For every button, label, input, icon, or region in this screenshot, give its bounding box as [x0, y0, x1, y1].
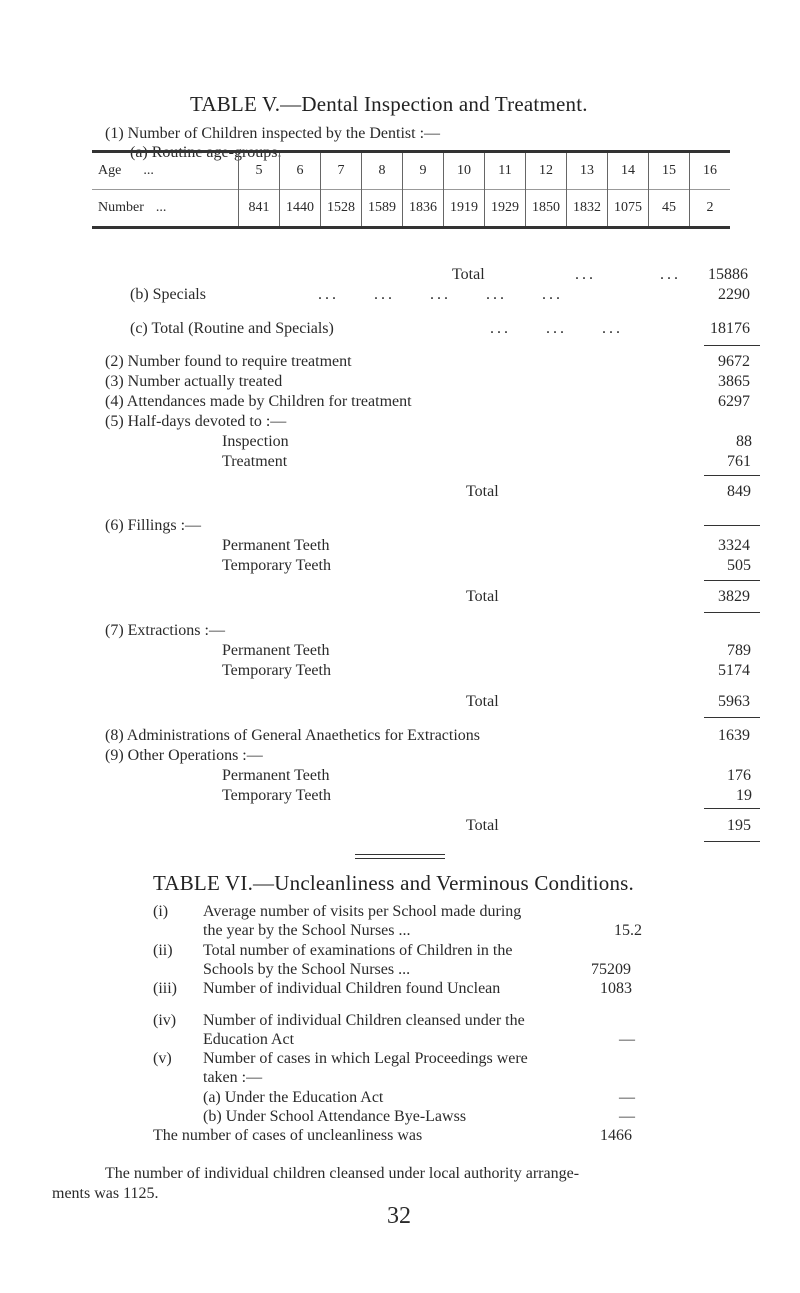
number-cell: 1440	[280, 190, 321, 228]
item9-label: (9) Other Operations :—	[105, 747, 263, 764]
item7-label: (7) Extractions :—	[105, 622, 225, 639]
specials-value: 2290	[718, 286, 750, 303]
item1a-heading: (a) Routine age-groups.	[130, 144, 282, 161]
op-perm-label: Permanent Teeth	[222, 767, 330, 784]
fill-total-value: 3829	[718, 588, 750, 605]
age-cell: 15	[649, 152, 690, 190]
age-cell: 7	[321, 152, 362, 190]
divider	[704, 717, 760, 718]
age-cell: 10	[444, 152, 485, 190]
halfdays-total-value: 849	[727, 483, 751, 500]
age-cell: 14	[608, 152, 649, 190]
age-row	[92, 152, 730, 190]
leader-dots: ...	[575, 266, 596, 283]
table6-vb-value: —	[619, 1108, 635, 1125]
number-cell: 1850	[526, 190, 567, 228]
table6-ii-text: Total number of examinations of Children in the	[203, 942, 513, 959]
ext-perm-label: Permanent Teeth	[222, 642, 330, 659]
table6-va-label: (a) Under the Education Act	[203, 1089, 384, 1106]
ext-total-value: 5963	[718, 693, 750, 710]
divider	[704, 808, 760, 809]
number-cell: 45	[649, 190, 690, 228]
table6-v-text: Number of cases in which Legal Proceedings were	[203, 1050, 528, 1067]
table6-i-text: Average number of visits per School made during	[203, 903, 522, 920]
table6-i-num: (i)	[153, 903, 169, 920]
age-cell: 11	[485, 152, 526, 190]
table5-title: TABLE V.—Dental Inspection and Treatment.	[190, 92, 588, 116]
op-perm-value: 176	[727, 767, 751, 784]
fill-perm-value: 3324	[718, 537, 750, 554]
total-rs-value: 18176	[710, 320, 750, 337]
table6-iv-text2: Education Act	[203, 1031, 295, 1048]
treatment-label: Treatment	[222, 453, 288, 470]
number-cell: 1836	[403, 190, 444, 228]
item3-label: (3) Number actually treated	[105, 373, 283, 390]
leader-dots: ... ... ...	[490, 320, 623, 337]
routine-total-label: Total	[452, 266, 485, 283]
table6-vb-label: (b) Under School Attendance Bye-Lawss	[203, 1108, 467, 1125]
op-temp-value: 19	[736, 787, 752, 804]
divider	[704, 525, 760, 526]
total-rs-label: (c) Total (Routine and Specials)	[130, 320, 334, 337]
number-cell: 1528	[321, 190, 362, 228]
footer-text-line1: The number of individual children cleansed under local authority arrange-	[105, 1165, 580, 1182]
item2-value: 9672	[718, 353, 750, 370]
ext-perm-value: 789	[727, 642, 751, 659]
number-cell: 841	[239, 190, 280, 228]
number-cell: 1929	[485, 190, 526, 228]
divider	[704, 612, 760, 613]
section-divider	[355, 858, 445, 859]
age-cell: 16	[690, 152, 731, 190]
item3-value: 3865	[718, 373, 750, 390]
table6-ii-text2: Schools by the School Nurses ...	[203, 961, 411, 978]
table6-iii-value: 1083	[600, 980, 632, 997]
age-cell: 5	[239, 152, 280, 190]
op-temp-label: Temporary Teeth	[222, 787, 331, 804]
fill-total-label: Total	[466, 588, 499, 605]
ext-temp-value: 5174	[718, 662, 750, 679]
age-group-table	[92, 150, 730, 229]
age-cell: 8	[362, 152, 403, 190]
table6-title: TABLE VI.—Uncleanliness and Verminous Conditions.	[153, 871, 634, 895]
table6-iii-num: (iii)	[153, 980, 177, 997]
age-cell: 12	[526, 152, 567, 190]
number-cell: 1589	[362, 190, 403, 228]
fill-temp-value: 505	[727, 557, 751, 574]
table6-iv-text: Number of individual Children cleansed under the	[203, 1012, 525, 1029]
halfdays-total-label: Total	[466, 483, 499, 500]
item2-label: (2) Number found to require treatment	[105, 353, 352, 370]
divider	[704, 345, 760, 346]
leader-dots: ... ... ... ... ...	[318, 286, 563, 303]
table6-cases-label: The number of cases of uncleanliness was	[153, 1127, 423, 1144]
number-cell: 1832	[567, 190, 608, 228]
fill-perm-label: Permanent Teeth	[222, 537, 330, 554]
inspection-label: Inspection	[222, 433, 289, 450]
treatment-value: 761	[727, 453, 751, 470]
section-divider	[355, 854, 445, 855]
item8-value: 1639	[718, 727, 750, 744]
item5-label: (5) Half-days devoted to :—	[105, 413, 287, 430]
number-label-cell: Number ...	[92, 190, 239, 228]
inspection-value: 88	[736, 433, 752, 450]
age-cell: 6	[280, 152, 321, 190]
table6-i-text2: the year by the School Nurses ...	[203, 922, 411, 939]
fill-temp-label: Temporary Teeth	[222, 557, 331, 574]
table6-va-value: —	[619, 1089, 635, 1106]
age-cell: 13	[567, 152, 608, 190]
item4-value: 6297	[718, 393, 750, 410]
specials-label: (b) Specials	[130, 286, 206, 303]
table6-ii-value: 75209	[591, 961, 631, 978]
divider	[704, 475, 760, 476]
item8-label: (8) Administrations of General Anaethetics for Extractions	[105, 727, 481, 744]
table6-iv-num: (iv)	[153, 1012, 177, 1029]
table6-i-value: 15.2	[614, 922, 642, 939]
age-label-cell: Age ...	[92, 152, 239, 190]
routine-total-value: 15886	[708, 266, 748, 283]
divider	[704, 580, 760, 581]
number-row	[92, 190, 730, 228]
table6-v-num: (v)	[153, 1050, 172, 1067]
number-cell: 1075	[608, 190, 649, 228]
op-total-value: 195	[727, 817, 751, 834]
item1-heading: (1) Number of Children inspected by the Dentist :—	[105, 125, 441, 142]
table6-ii-num: (ii)	[153, 942, 173, 959]
table6-cases-value: 1466	[600, 1127, 632, 1144]
number-cell: 1919	[444, 190, 485, 228]
ext-temp-label: Temporary Teeth	[222, 662, 331, 679]
op-total-label: Total	[466, 817, 499, 834]
item4-label: (4) Attendances made by Children for treatment	[105, 393, 412, 410]
table6-iv-value: —	[619, 1031, 635, 1048]
footer-text-line2: ments was 1125.	[52, 1185, 159, 1202]
ext-total-label: Total	[466, 693, 499, 710]
divider	[704, 841, 760, 842]
table6-v-text2: taken :—	[203, 1069, 263, 1086]
page-number: 32	[387, 1203, 411, 1229]
item6-label: (6) Fillings :—	[105, 517, 202, 534]
table6-iii-text: Number of individual Children found Unclean	[203, 980, 501, 997]
age-cell: 9	[403, 152, 444, 190]
number-cell: 2	[690, 190, 731, 228]
leader-dots: ...	[660, 266, 681, 283]
